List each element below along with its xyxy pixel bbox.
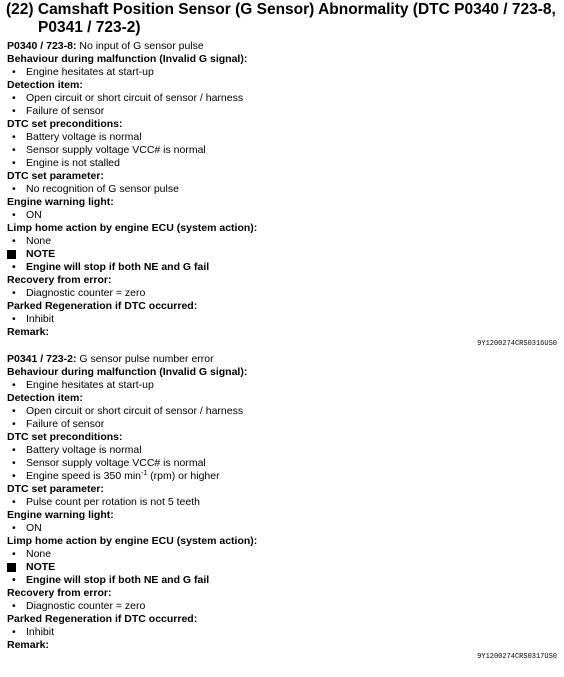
dtc-heading xyxy=(7,40,559,53)
parameter-label: DTC set parameter: xyxy=(7,483,104,495)
regeneration-label: Parked Regeneration if DTC occurred: xyxy=(7,300,198,312)
dtc-heading xyxy=(7,353,559,366)
precondition-item: • Sensor supply voltage VCC# is normal xyxy=(7,457,559,470)
dtc-description: No input of G sensor pulse xyxy=(76,40,204,52)
regeneration-item: • Inhibit xyxy=(7,626,559,639)
section-title-line1: (22) Camshaft Position Sensor (G Sensor) Abnormality (DTC P0340 / 723-8, xyxy=(6,1,556,18)
regeneration-item: • Inhibit xyxy=(7,313,559,326)
document-id: 9Y1200274CRS0317US0 xyxy=(477,653,557,661)
dtc-code: P0340 / 723-8: xyxy=(7,40,77,52)
recovery-item: • Diagnostic counter = zero xyxy=(7,287,559,300)
behaviour-item: • Engine hesitates at start-up xyxy=(7,379,559,392)
note-item: • Engine will stop if both NE and G fail xyxy=(7,261,559,274)
limp-home-label: Limp home action by engine ECU (system action): xyxy=(7,535,258,547)
limp-home-item: • None xyxy=(7,548,559,561)
warning-light-label: Engine warning light: xyxy=(7,509,114,521)
regeneration-label: Parked Regeneration if DTC occurred: xyxy=(7,613,198,625)
detection-item: • Open circuit or short circuit of sensor / harness xyxy=(7,405,559,418)
precondition-item-engine-speed xyxy=(7,470,559,483)
note-heading xyxy=(7,248,559,261)
dtc-description: G sensor pulse number error xyxy=(76,353,214,365)
recovery-item: • Diagnostic counter = zero xyxy=(7,600,559,613)
detection-label: Detection item: xyxy=(7,79,83,91)
detection-item: • Failure of sensor xyxy=(7,105,559,118)
precondition-item: • Sensor supply voltage VCC# is normal xyxy=(7,144,559,157)
note-square-icon xyxy=(7,563,16,572)
parameter-item: • Pulse count per rotation is not 5 teeth xyxy=(7,496,559,509)
document-id: 9Y1200274CRS0316US0 xyxy=(477,340,557,348)
note-item: • Engine will stop if both NE and G fail xyxy=(7,574,559,587)
parameter-item: • No recognition of G sensor pulse xyxy=(7,183,559,196)
detection-item: • Open circuit or short circuit of sensor / harness xyxy=(7,92,559,105)
preconditions-label: DTC set preconditions: xyxy=(7,431,123,443)
dtc-code: P0341 / 723-2: xyxy=(7,353,77,365)
behaviour-label: Behaviour during malfunction (Invalid G signal): xyxy=(7,53,248,65)
warning-light-label: Engine warning light: xyxy=(7,196,114,208)
recovery-label: Recovery from error: xyxy=(7,587,112,599)
note-heading xyxy=(7,561,559,574)
limp-home-label: Limp home action by engine ECU (system action): xyxy=(7,222,258,234)
remark-label: Remark: xyxy=(7,326,50,338)
engine-speed-exponent: -1 xyxy=(141,470,148,477)
warning-light-item: • ON xyxy=(7,209,559,222)
section-title-line2: P0341 / 723-2) xyxy=(38,19,141,36)
limp-home-item: • None xyxy=(7,235,559,248)
detection-item: • Failure of sensor xyxy=(7,418,559,431)
dtc-block-p0341 xyxy=(7,353,559,661)
precondition-item: • Engine is not stalled xyxy=(7,157,559,170)
engine-speed-unit: (rpm) or higher xyxy=(147,470,220,482)
engine-speed-text: Engine speed is 350 min xyxy=(26,470,141,482)
dtc-block-p0340 xyxy=(7,40,559,348)
precondition-item: • Battery voltage is normal xyxy=(7,444,559,457)
note-label: NOTE xyxy=(26,248,56,260)
preconditions-label: DTC set preconditions: xyxy=(7,118,123,130)
behaviour-label: Behaviour during malfunction (Invalid G signal): xyxy=(7,366,248,378)
detection-label: Detection item: xyxy=(7,392,83,404)
behaviour-item: • Engine hesitates at start-up xyxy=(7,66,559,79)
section-title xyxy=(6,1,558,37)
precondition-item: • Battery voltage is normal xyxy=(7,131,559,144)
recovery-label: Recovery from error: xyxy=(7,274,112,286)
note-square-icon xyxy=(7,250,16,259)
remark-label: Remark: xyxy=(7,639,50,651)
warning-light-item: • ON xyxy=(7,522,559,535)
parameter-label: DTC set parameter: xyxy=(7,170,104,182)
note-label: NOTE xyxy=(26,561,56,573)
